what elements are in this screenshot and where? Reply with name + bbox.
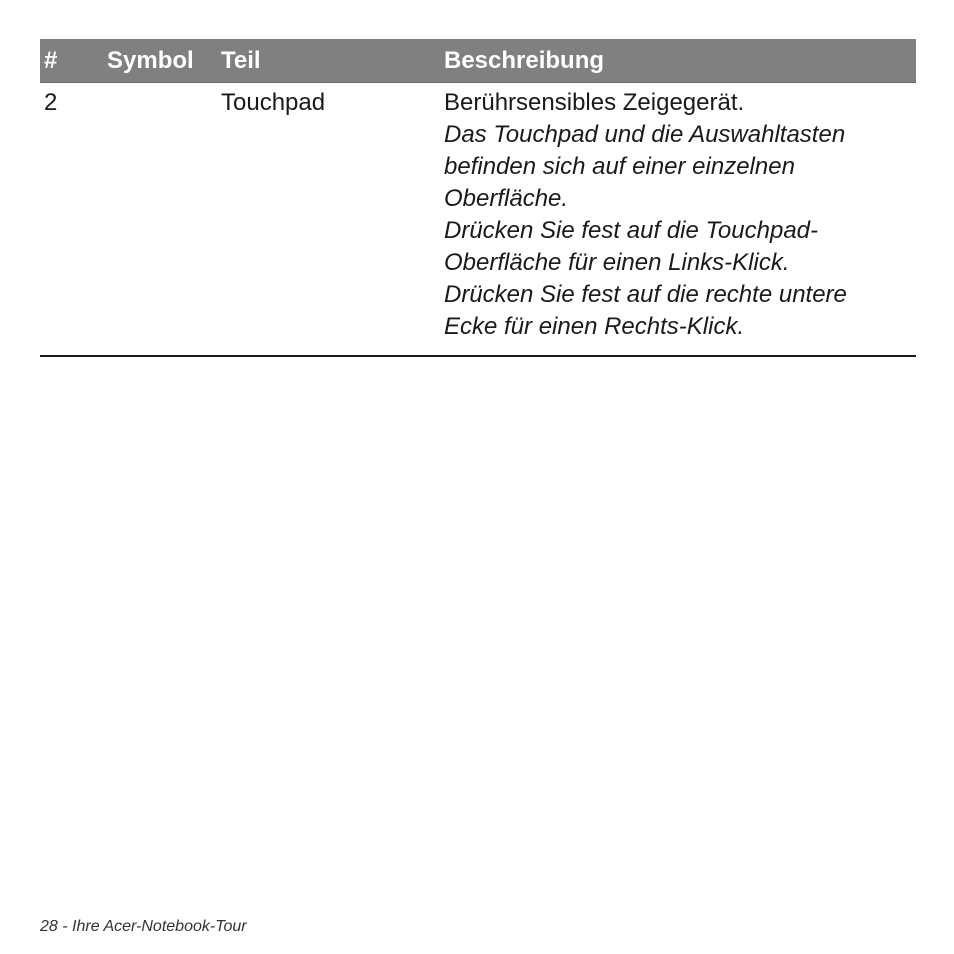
description-line: Das Touchpad und die Auswahltasten	[444, 121, 846, 148]
cell-description	[440, 83, 916, 357]
component-table	[40, 39, 916, 357]
header-part: Teil	[217, 39, 440, 83]
table-row	[40, 83, 916, 357]
cell-symbol	[103, 83, 217, 357]
description-line: befinden sich auf einer einzelnen	[444, 153, 795, 180]
table-header-row	[40, 39, 916, 83]
table-body	[40, 83, 916, 357]
header-num: #	[40, 39, 103, 83]
header-symbol: Symbol	[103, 39, 217, 83]
table-header	[40, 39, 916, 83]
description-line: Oberfläche.	[444, 185, 569, 212]
description-line: Drücken Sie fest auf die Touchpad-	[444, 217, 819, 244]
page-footer: 28 - Ihre Acer-Notebook-Tour	[40, 918, 247, 935]
description-line: Oberfläche für einen Links-Klick.	[444, 249, 790, 276]
description-main: Berührsensibles Zeigegerät.	[444, 89, 745, 116]
cell-part: Touchpad	[217, 83, 440, 357]
description-line: Ecke für einen Rechts-Klick.	[444, 313, 745, 340]
cell-num: 2	[40, 83, 103, 357]
description-line: Drücken Sie fest auf die rechte untere	[444, 281, 847, 308]
header-description: Beschreibung	[440, 39, 916, 83]
